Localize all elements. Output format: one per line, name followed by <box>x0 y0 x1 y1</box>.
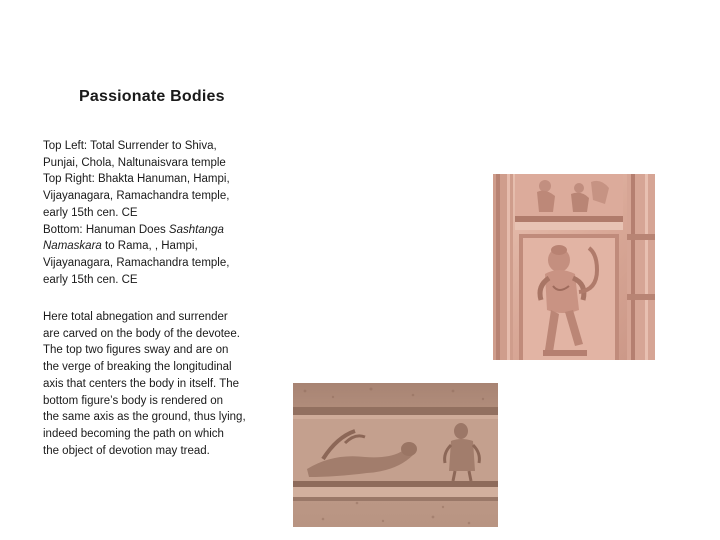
caption-line: early 15th cen. CE <box>43 273 138 286</box>
sashtanga-namaskara-photo <box>293 383 498 527</box>
paragraph-line: axis that centers the body in itself. The <box>43 377 240 390</box>
caption-line: Vijayanagara, Ramachandra temple, <box>43 190 230 203</box>
caption-italic-term: Namaskara <box>43 240 102 253</box>
sashtanga-namaskara-image <box>293 383 498 527</box>
image-caption <box>43 138 283 288</box>
caption-line: early 15th cen. CE <box>43 206 138 219</box>
paragraph-line: the object of devotion may tread. <box>43 444 210 457</box>
caption-line: Punjai, Chola, Naltunaisvara temple <box>43 156 226 169</box>
paragraph-line: Here total abnegation and surrender <box>43 311 228 323</box>
caption-line: Vijayanagara, Ramachandra temple, <box>43 256 230 269</box>
paragraph-line: bottom figure’s body is rendered on <box>43 394 224 407</box>
caption-line <box>43 222 283 239</box>
paragraph-line: indeed becoming the path on which <box>43 427 224 440</box>
caption-line <box>43 238 283 255</box>
caption-text: to Rama, , Hampi, <box>101 240 198 253</box>
paragraph-line: are carved on the body of the devotee. <box>43 327 240 340</box>
caption-line: Top Right: Bhakta Hanuman, Hampi, <box>43 173 230 186</box>
caption-italic-term: Sashtanga <box>168 223 224 236</box>
paragraph-line: the same axis as the ground, thus lying, <box>43 411 246 424</box>
hanuman-relief-image <box>493 174 655 360</box>
caption-line: Top Left: Total Surrender to Shiva, <box>43 140 217 152</box>
paragraph-line: the verge of breaking the longitudinal <box>43 361 232 374</box>
description-paragraph <box>43 309 283 459</box>
hanuman-relief-photo <box>493 174 655 360</box>
caption-text: Bottom: Hanuman Does <box>43 223 169 236</box>
paragraph-line: The top two figures sway and are on <box>43 344 229 357</box>
slide-title: Passionate Bodies <box>79 88 225 105</box>
